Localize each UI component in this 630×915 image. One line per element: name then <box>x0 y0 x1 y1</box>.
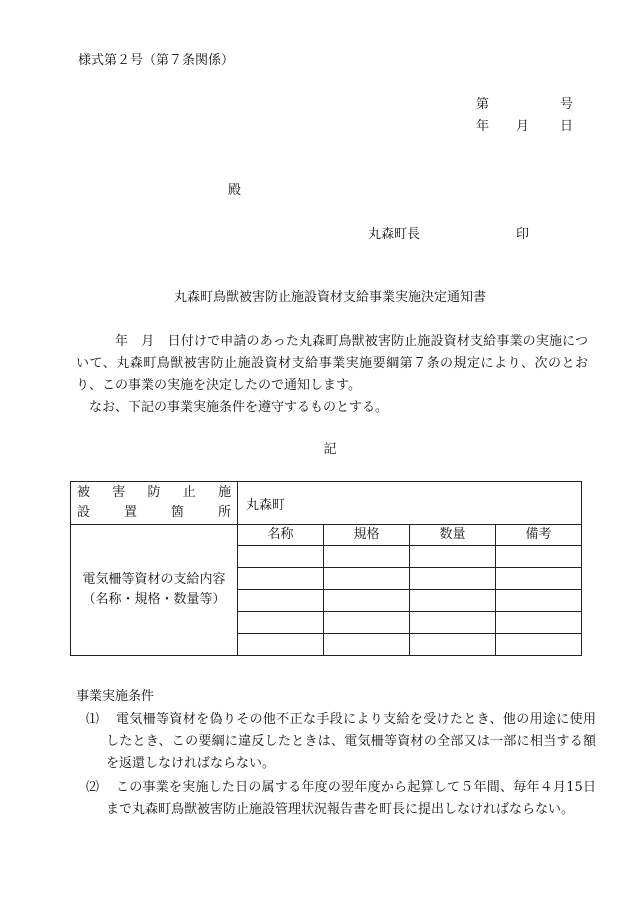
table-cell <box>496 590 582 612</box>
table-cell <box>238 590 324 612</box>
conditions-section <box>76 687 596 821</box>
document-number-prefix: 第 <box>476 97 490 112</box>
location-label-line-2: 設置箇所 <box>77 505 231 520</box>
document-title: 丸森町鳥獣被害防止施設資材支給事業実施決定通知書 <box>173 290 486 305</box>
table-cell <box>238 546 324 568</box>
body-paragraph-2: なお、下記の事業実施条件を遵守するものとする。 <box>89 400 389 415</box>
body-paragraph-1: 年 月 日付けで申請のあった丸森町鳥獣被害防止施設資材支給事業の実施について、丸森町鳥獣被害防止施設資材支給事業実施要綱第７条の規定により、次のとおり、この事業の実施を決定したので通知します。 <box>76 334 588 393</box>
condition-item-1 <box>76 709 596 775</box>
table-cell <box>324 612 410 634</box>
location-value-cell <box>238 482 582 525</box>
date-year: 年 <box>476 119 490 134</box>
header-remarks: 備考 <box>496 525 582 546</box>
condition-number-1: ⑴ <box>86 712 100 727</box>
addressee-honorific: 殿 <box>228 183 242 198</box>
table-cell <box>324 634 410 656</box>
table-cell <box>238 568 324 590</box>
table-cell <box>410 568 496 590</box>
table-cell <box>410 634 496 656</box>
location-label-line-1: 被害防止施 <box>77 485 231 500</box>
table-cell <box>496 612 582 634</box>
header-name: 名称 <box>238 525 324 546</box>
form-number-label: 様式第２号（第７条関係） <box>78 53 235 68</box>
document-number-suffix: 号 <box>560 97 574 112</box>
location-value: 丸森町 <box>246 497 286 513</box>
condition-number-2: ⑵ <box>86 780 100 795</box>
location-label-cell <box>71 482 238 525</box>
table-cell <box>496 634 582 656</box>
supply-label-cell <box>71 525 238 656</box>
body-text <box>76 331 588 419</box>
supply-table <box>70 481 582 656</box>
table-cell <box>410 612 496 634</box>
table-cell <box>410 590 496 612</box>
seal-mark: 印 <box>516 227 530 242</box>
table-cell <box>324 590 410 612</box>
supply-label-line-1: 電気柵等資材の支給内容 <box>82 572 226 587</box>
condition-text-1: 電気柵等資材を偽りその他不正な手段により支給を受けたとき、他の用途に使用したとき、この要綱に違反したときは、電気柵等資材の全部又は一部に相当する額を返還しなければならない。 <box>106 712 596 771</box>
header-quantity: 数量 <box>410 525 496 546</box>
table-cell <box>324 568 410 590</box>
conditions-title: 事業実施条件 <box>76 689 155 704</box>
condition-text-2: この事業を実施した日の属する年度の翌年度から起算して５年間、毎年４月15日まで丸森町鳥獣被害防止施設管理状況報告書を町長に提出しなければならない。 <box>106 780 596 817</box>
table-cell <box>496 568 582 590</box>
table-cell <box>324 546 410 568</box>
date-day: 日 <box>560 119 574 134</box>
table-cell <box>238 612 324 634</box>
ki-heading: 記 <box>323 442 337 457</box>
issuer-name: 丸森町長 <box>368 227 421 242</box>
condition-item-2 <box>76 777 596 821</box>
table-cell <box>496 546 582 568</box>
supply-header-row <box>71 525 582 546</box>
supply-label-line-2: （名称・規格・数量等） <box>82 592 226 607</box>
table-cell <box>410 546 496 568</box>
table-cell <box>238 634 324 656</box>
location-row <box>71 482 582 525</box>
date-month: 月 <box>516 119 530 134</box>
header-spec: 規格 <box>324 525 410 546</box>
